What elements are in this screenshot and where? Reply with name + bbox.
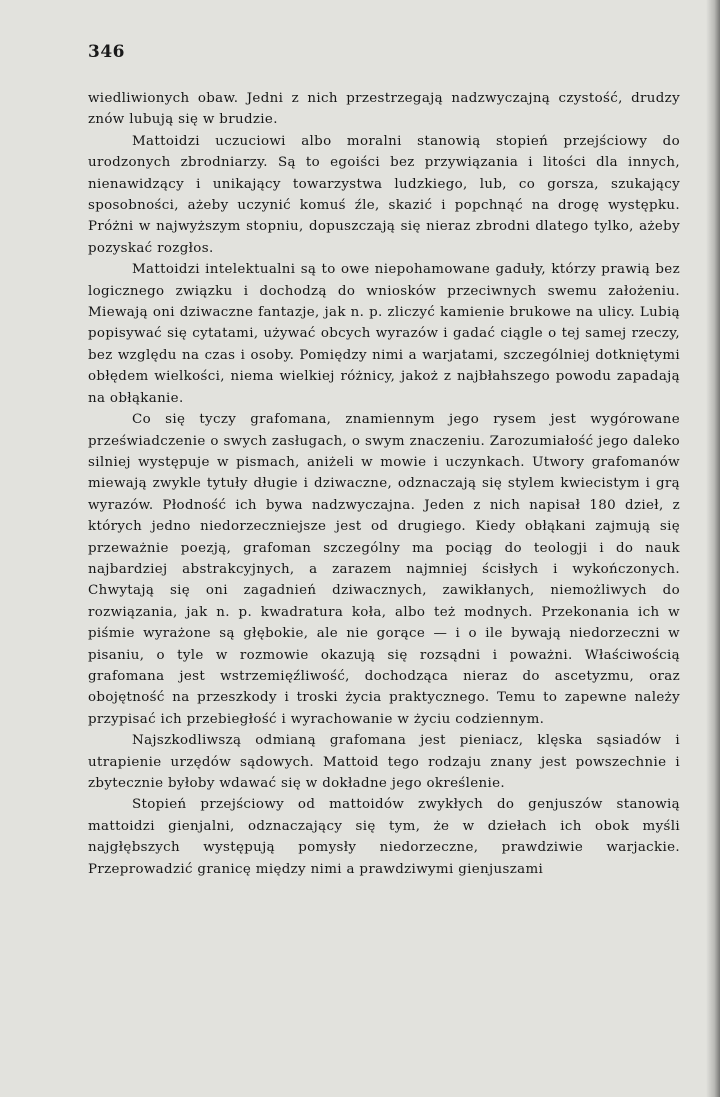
paragraph-4: Co się tyczy grafomana, znamiennym jego rysem jest wygórowane przeświadczenie o swych zasługach, o swym znaczeniu. Zarozumiałość jego daleko silniej występuje w pismach, aniżeli w mowie i uczynkach. Utwory grafomanów miewają zwykle tytuły długie i dziwaczne, odznaczają się stylem kwiecistym i grą wyrazów. Płodność ich bywa nadzwyczajna. Jeden z nich napisał 180 dzieł, z których jedno niedorzeczniejsze jest od drugiego. Kiedy obłąkani zajmują się przeważnie poezją, grafoman szczególny ma pociąg do teologji i do nauk najbardziej abstrakcyjnych, a zarazem najmniej ścisłych i wykończonych. Chwytają się oni zagadnień dziwacznych, zawikłanych, niemożliwych do rozwiązania, jak n. p. kwadratura koła, albo też modnych. Przekonania ich w piśmie wyrażone są głębokie, ale nie gorące — i o ile bywają niedorzeczni w pisaniu, o tyle w rozmowie okazują się rozsądni i poważni. Właściwością grafomana jest wstrzemięźliwość, dochodząca nieraz do ascetyzmu, oraz obojętność na przeszkody i troski życia praktycznego. Temu to zapewne należy przypisać ich przebiegłość i wyrachowanie w życiu codziennym. <box>88 412 680 727</box>
page-edge-shadow <box>706 0 720 1097</box>
paragraph-6: Stopień przejściowy od mattoidów zwykłych do genjuszów stanowią mattoidzi gienjalni, odznaczający się tym, że w dziełach ich obok myśli najgłębszych występują pomysły niedorzeczne, prawdziwie warjackie. Przeprowadzić granicę między nimi a prawdziwymi gienjuszami <box>88 797 680 877</box>
paragraph-5: Najszkodliwszą odmianą grafomana jest pieniacz, klęska sąsiadów i utrapienie urzędów sądowych. Mattoid tego rodzaju znany jest powszechnie i zbytecznie byłoby wdawać się w dokładne jego określenie. <box>88 733 680 791</box>
paragraph-1: wiedliwionych obaw. Jedni z nich przestrzegają nadzwyczajną czystość, drudzy znów lubują się w brudzie. <box>88 91 680 128</box>
page-body <box>88 88 680 880</box>
paragraph-3: Mattoidzi intelektualni są to owe niepohamowane gaduły, którzy prawią bez logicznego związku i dochodzą do wniosków przeciwnych swemu założeniu. Miewają oni dziwaczne fantazje, jak n. p. zliczyć kamienie brukowe na ulicy. Lubią popisywać się cytatami, używać obcych wyrazów i gadać ciągle o tej samej rzeczy, bez względu na czas i osoby. Pomiędzy nimi a warjatami, szczególniej dotkniętymi obłędem wielkości, niema wielkiej różnicy, jakoż z najbłahszego powodu zapadają na obłąkanie. <box>88 262 680 406</box>
paragraph-2: Mattoidzi uczuciowi albo moralni stanowią stopień przejściowy do urodzonych zbrodniarzy. Są to egoiści bez przywiązania i litości dla innych, nienawidzący i unikający towarzystwa ludzkiego, lub, co gorsza, szukający sposobności, ażeby uczynić komuś źle, skazić i popchnąć na drogę występku. Próżni w najwyższym stopniu, dopuszczają się nieraz zbrodni dlatego tylko, ażeby pozyskać rozgłos. <box>88 133 680 256</box>
page-number: 346 <box>88 42 125 62</box>
